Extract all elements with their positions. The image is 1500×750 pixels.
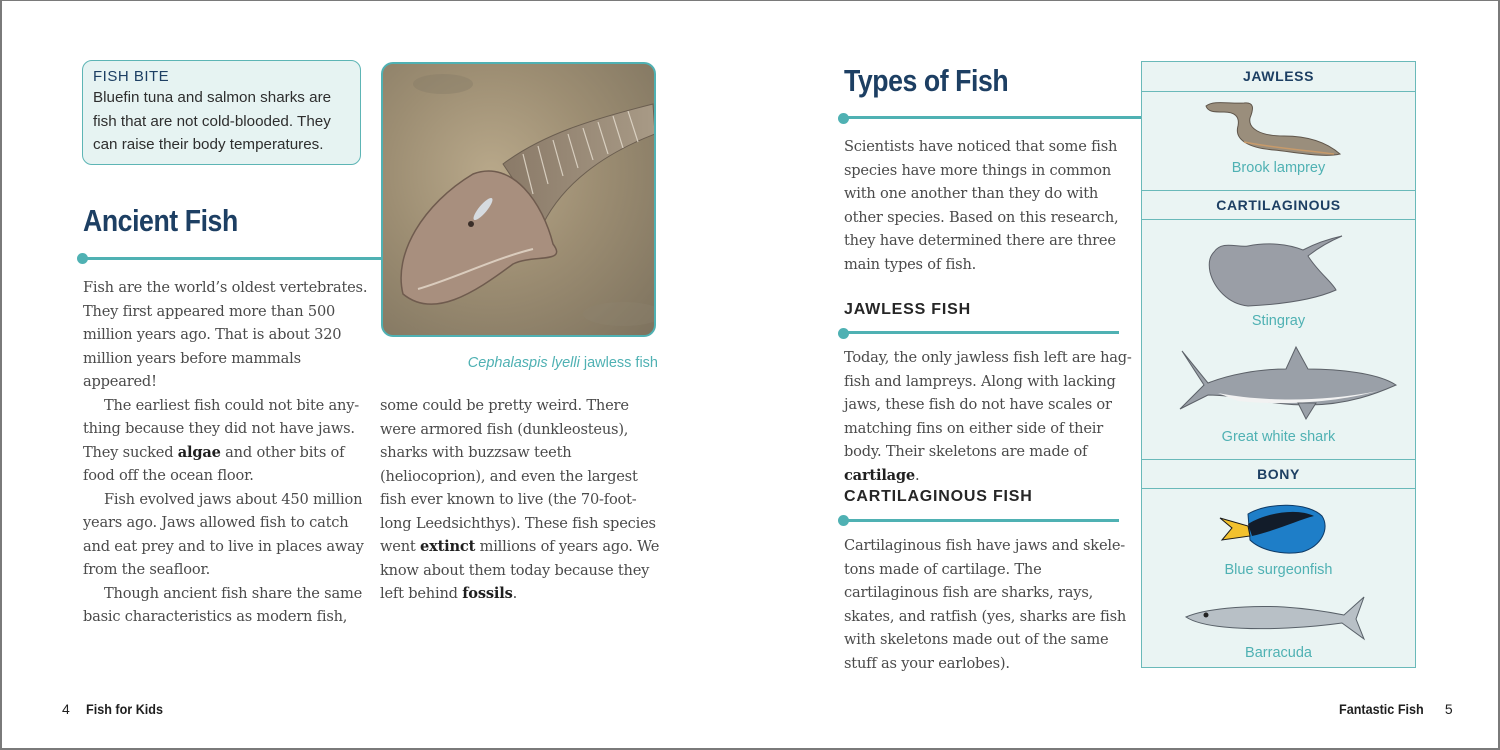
panel-heading-cartilaginous: CARTILAGINOUS: [1142, 190, 1415, 220]
ancient-fish-title: Ancient Fish: [83, 203, 238, 238]
right-footer: [1339, 701, 1453, 717]
panel-heading-jawless: JAWLESS: [1142, 62, 1415, 92]
photo-caption: Cephalaspis lyelli jawless fish: [467, 355, 658, 371]
page-number: 5: [1444, 701, 1453, 717]
types-of-fish-title: Types of Fish: [844, 63, 1009, 98]
shark-illustration: [1178, 345, 1398, 423]
callout-title: FISH BITE: [93, 68, 170, 85]
types-intro: [844, 135, 1139, 276]
surgeonfish-illustration: [1218, 502, 1328, 554]
fish-label-stingray: Stingray: [1251, 313, 1306, 329]
ancient-fish-column-2: [380, 394, 665, 606]
paragraph: some could be pretty weird. There were armored fish (dunkleosteus), sharks with buzzsaw teeth (heliocoprion), and even the largest fish ever known to live (the 70-foot-long Leedsichthys). These fish species went extinct millions of years ago. We know about them today because they left behind fossils.: [380, 397, 660, 602]
ancient-fish-column-1: [83, 276, 368, 629]
ancient-fish-rule: [82, 257, 382, 260]
lamprey-illustration: [1204, 98, 1344, 160]
glossary-term-fossils: fossils: [462, 585, 513, 602]
fish-label-brook-lamprey: Brook lamprey: [1231, 160, 1326, 176]
glossary-term-extinct: extinct: [420, 538, 476, 555]
paragraph: Though ancient fish share the same basic characteristics as modern fish,: [83, 584, 363, 625]
fish-label-great-white-shark: Great white shark: [1221, 429, 1336, 445]
paragraph: Scientists have noticed that some fish species have more things in common with one another than they do with other species. Based on this research, they have determined there are three main types of fish.: [844, 138, 1119, 273]
paragraph: Fish are the world’s oldest vertebrates. They first appeared more than 500 million years ago. That is about 320 million years before mammals appeared!: [83, 279, 368, 390]
panel-heading-bony: BONY: [1142, 459, 1415, 489]
stingray-illustration: [1208, 232, 1343, 308]
jawless-rule: [843, 331, 1119, 334]
book-title: Fish for Kids: [85, 701, 163, 717]
left-footer: [62, 701, 171, 717]
types-of-fish-rule: [843, 116, 1142, 119]
jawless-fish-heading: JAWLESS FISH: [844, 301, 971, 318]
paragraph: Today, the only jawless fish left are hag-fish and lampreys. Along with lacking jaws, these fish do not have scales or matching fins on either side of their body. Their skeletons are made of cartilage.: [844, 349, 1132, 484]
glossary-term-algae: algae: [177, 443, 221, 461]
cartilaginous-rule: [843, 519, 1119, 522]
jawless-body: [844, 346, 1139, 487]
chapter-title: Fantastic Fish: [1339, 701, 1424, 717]
fish-label-barracuda: Barracuda: [1245, 645, 1312, 661]
fish-label-blue-surgeonfish: Blue surgeonfish: [1224, 562, 1333, 578]
paragraph: Fish evolved jaws about 450 million years ago. Jaws allowed fish to catch and eat prey and to live in places away from the seafloor.: [83, 490, 364, 578]
cephalaspis-photo: [381, 62, 656, 337]
barracuda-illustration: [1184, 595, 1366, 641]
fish-bite-callout: [82, 60, 361, 165]
cephalaspis-illustration: [383, 64, 656, 337]
callout-body: Bluefin tuna and salmon sharks are fish that are not cold-blooded. They can raise their body temperatures.: [93, 89, 332, 153]
cartilaginous-fish-heading: CARTILAGINOUS FISH: [844, 488, 1033, 505]
glossary-term-cartilage: cartilage: [844, 466, 916, 484]
page-number: 4: [62, 701, 70, 717]
fish-types-panel: [1141, 61, 1416, 668]
paragraph: Cartilaginous fish have jaws and skele-tons made of cartilage. The cartilaginous fish are sharks, rays, skates, and ratfish (yes, sharks are fish with skeletons made out of the same stuff as your earlobes).: [844, 537, 1127, 672]
paragraph: The earliest fish could not bite any-thing because they did not have jaws. They sucked algae and other bits of food off the ocean floor.: [83, 396, 360, 484]
cartilaginous-body: [844, 534, 1139, 675]
